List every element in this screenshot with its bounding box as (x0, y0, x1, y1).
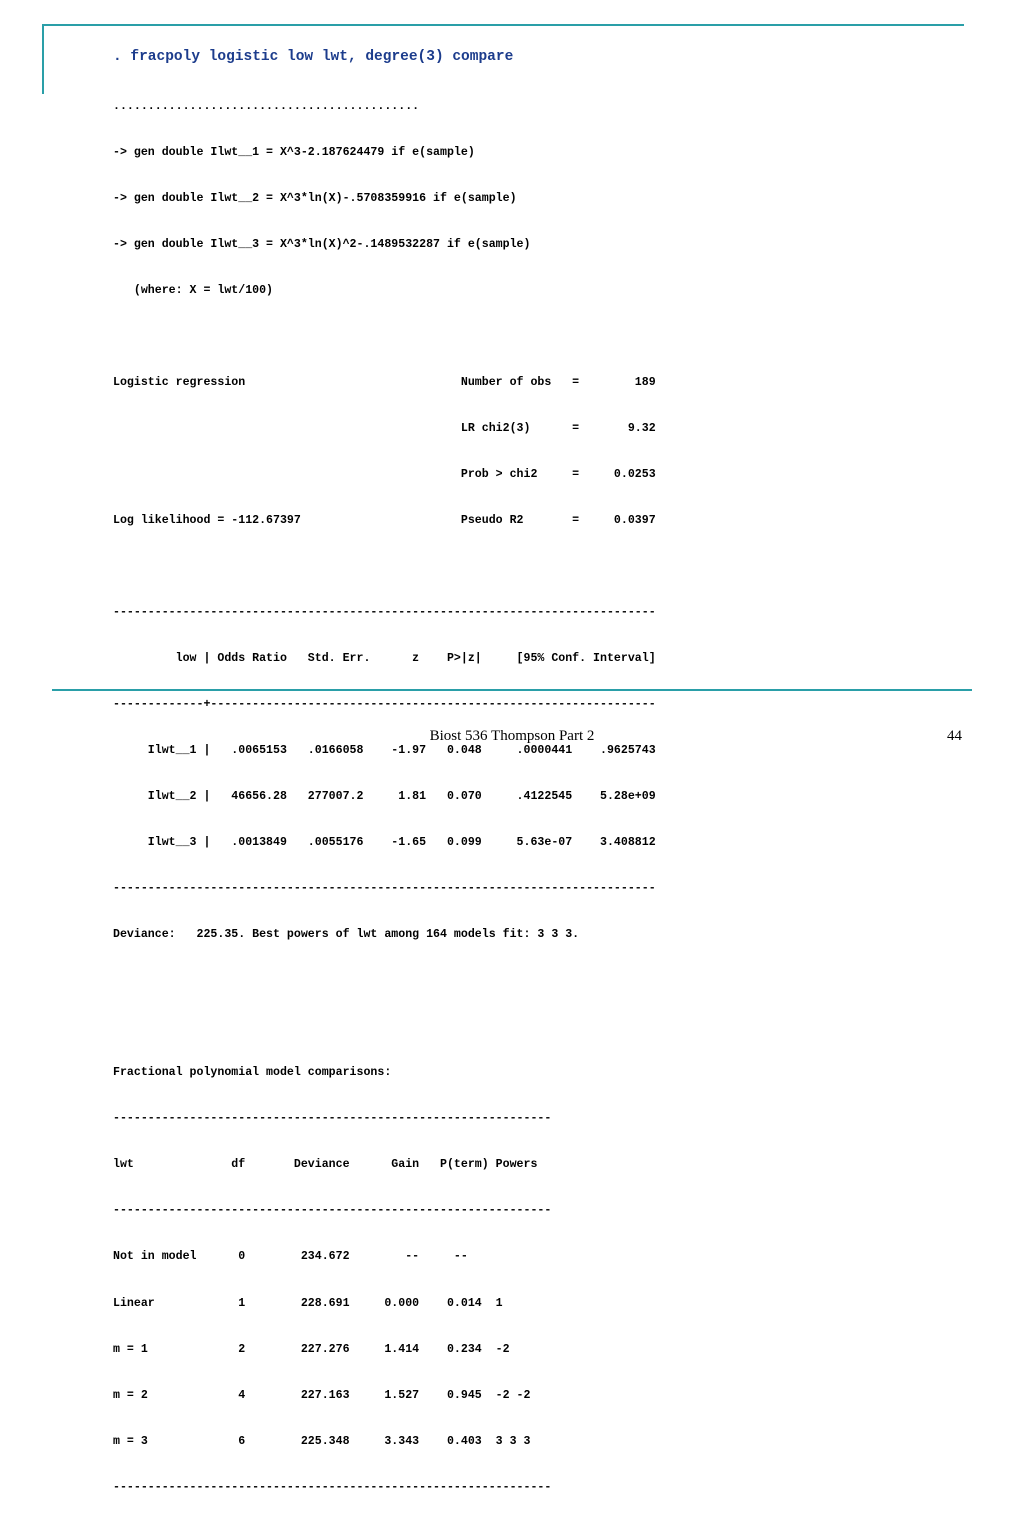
output-line (113, 973, 656, 988)
page-number: 44 (947, 728, 962, 744)
output-line: --------------------------------------------------------------- (113, 1204, 552, 1218)
output-line: --------------------------------------------------------------- (113, 1112, 552, 1126)
output-line: Ilwt__2 | 46656.28 277007.2 1.81 0.070 .4122545 5.28e+09 (113, 790, 656, 804)
output-line: low | Odds Ratio Std. Err. z P>|z| [95% Conf. Interval] (113, 652, 656, 666)
output-line: LR chi2(3) = 9.32 (113, 421, 656, 435)
left-accent-line (42, 24, 44, 94)
output-line: Linear 1 228.691 0.000 0.014 1 (113, 1296, 503, 1310)
output-line: Log likelihood = -112.67397 Pseudo R2 = 0.0397 (113, 513, 656, 527)
stata-command: . fracpoly logistic low lwt, degree(3) compare (113, 49, 514, 65)
output-line: Not in model 0 234.672 -- -- (113, 1250, 468, 1264)
output-line: ------------------------------------------------------------------------------ (113, 882, 656, 896)
output-line (113, 559, 656, 574)
output-line: --------------------------------------------------------------- (113, 1480, 552, 1494)
output-line: Deviance: 225.35. Best powers of lwt among 164 models fit: 3 3 3. (113, 928, 580, 942)
output-line: (where: X = lwt/100) (113, 283, 274, 297)
bottom-accent-line (52, 689, 972, 691)
output-line: lwt df Deviance Gain P(term) Powers (113, 1158, 538, 1172)
output-line: m = 3 6 225.348 3.343 0.403 3 3 3 (113, 1434, 531, 1448)
output-line: Logistic regression Number of obs = 189 (113, 375, 656, 389)
top-accent-line (42, 24, 964, 26)
output-line: m = 2 4 227.163 1.527 0.945 -2 -2 (113, 1388, 531, 1402)
output-line: Fractional polynomial model comparisons: (113, 1066, 392, 1080)
output-line: ------------------------------------------------------------------------------ (113, 606, 656, 620)
output-line: -> gen double Ilwt__1 = X^3-2.187624479 if e(sample) (113, 145, 475, 159)
output-line: Prob > chi2 = 0.0253 (113, 467, 656, 481)
output-line: Ilwt__3 | .0013849 .0055176 -1.65 0.099 5.63e-07 3.408812 (113, 836, 656, 850)
output-line (113, 329, 656, 344)
output-line: -------------+---------------------------------------------------------------- (113, 698, 656, 712)
output-line: -> gen double Ilwt__2 = X^3*ln(X)-.5708359916 if e(sample) (113, 191, 517, 205)
output-line: ............................................ (113, 99, 420, 113)
footer-label: Biost 536 Thompson Part 2 (429, 728, 595, 744)
output-line: Ilwt__1 | .0065153 .0166058 -1.97 0.048 .0000441 .9625743 (113, 744, 656, 758)
stata-output (113, 68, 656, 1526)
output-line (113, 1019, 656, 1034)
output-line: m = 1 2 227.276 1.414 0.234 -2 (113, 1342, 510, 1356)
output-line: -> gen double Ilwt__3 = X^3*ln(X)^2-.1489532287 if e(sample) (113, 237, 531, 251)
